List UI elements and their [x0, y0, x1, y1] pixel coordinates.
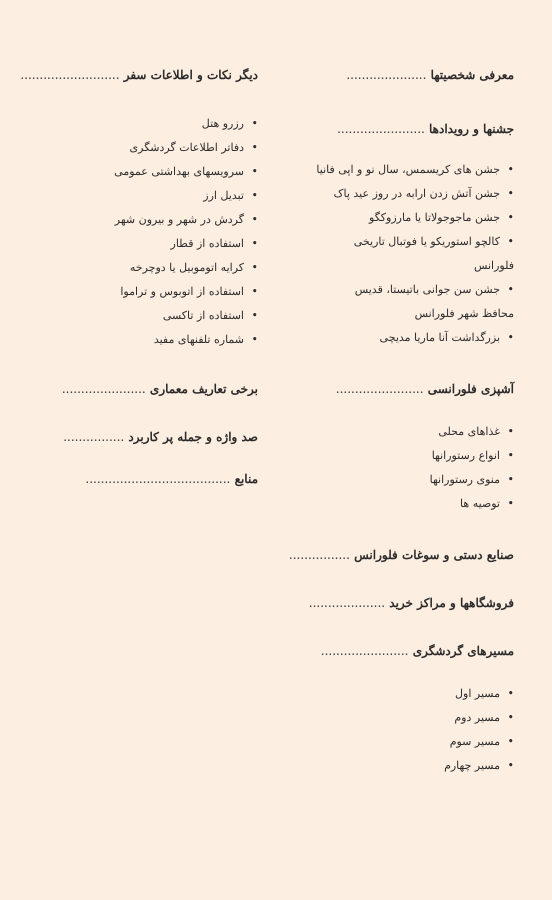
events-dots: .......................: [337, 122, 425, 136]
list-item: • کالچو استوریکو یا فوتبال تاریخی: [252, 230, 514, 254]
travel-title: دیگر نکات و اطلاعات سفر: [123, 68, 258, 82]
phrases-title: صد واژه و جمله پر کاربرد: [128, 430, 258, 444]
architecture-title: برخی تعاریف معماری: [149, 382, 258, 396]
list-item: • تبدیل ارز: [40, 184, 258, 208]
list-item: • مسیر سوم: [252, 730, 514, 754]
list-item: • مسیر اول: [252, 682, 514, 706]
list-item: • دفاتر اطلاعات گردشگری: [40, 136, 258, 160]
shops-dots: ....................: [308, 596, 386, 610]
cuisine-dots: .......................: [335, 382, 424, 396]
routes-dots: .......................: [320, 644, 409, 658]
list-item: • مسیر دوم: [252, 706, 514, 730]
cuisine-heading: [252, 380, 514, 398]
list-item: • استفاده از اتوبوس و تراموا: [40, 280, 258, 304]
travel-list: [40, 112, 258, 352]
list-item: • جشن های کریسمس، سال نو و اپی فانیا: [252, 158, 514, 182]
crafts-heading: [252, 546, 514, 564]
list-item: • مسیر چهارم: [252, 754, 514, 778]
sources-dots: ......................................: [85, 472, 231, 486]
sources-heading: [40, 470, 258, 488]
characters-heading: [252, 66, 514, 84]
list-item: • کرایه اتوموبیل یا دوچرخه: [40, 256, 258, 280]
characters-title: معرفی شخصیتها: [430, 68, 514, 82]
phrases-heading: [40, 428, 258, 446]
cuisine-title: آشپزی فلورانسی: [427, 382, 514, 396]
characters-dots: .....................: [346, 68, 427, 82]
list-item: • استفاده از تاکسی: [40, 304, 258, 328]
list-item: • غذاهای محلی: [252, 420, 514, 444]
list-item: • رزرو هتل: [40, 112, 258, 136]
right-column: [252, 66, 514, 778]
routes-heading: [252, 642, 514, 660]
phrases-dots: ................: [63, 430, 125, 444]
list-item: • منوی رستورانها: [252, 468, 514, 492]
routes-title: مسیرهای گردشگری: [412, 644, 514, 658]
list-item: • شماره تلفنهای مفید: [40, 328, 258, 352]
travel-dots: ..........................: [20, 68, 120, 82]
travel-heading: [20, 66, 258, 84]
list-item: • جشن آتش زدن ارابه در روز عید پاک: [252, 182, 514, 206]
list-item: • انواع رستورانها: [252, 444, 514, 468]
list-item: • توصیه ها: [252, 492, 514, 516]
list-item-continuation: محافظ شهر فلورانس: [414, 307, 514, 320]
crafts-title: صنایع دستی و سوغات فلورانس: [354, 548, 514, 562]
list-item: • جشن سن جوانی باتیستا، قدیس: [252, 278, 514, 302]
routes-list: [252, 682, 514, 778]
sources-title: منابع: [234, 472, 258, 486]
shops-heading: [252, 594, 514, 612]
left-column: [20, 66, 258, 488]
crafts-dots: ................: [288, 548, 350, 562]
events-heading: [252, 120, 514, 138]
list-item: • سرویسهای بهداشتی عمومی: [40, 160, 258, 184]
architecture-heading: [40, 380, 258, 398]
events-list: [252, 158, 514, 350]
list-item: • استفاده از قطار: [40, 232, 258, 256]
events-title: جشنها و رویدادها: [429, 122, 514, 136]
list-item: • بزرگداشت آنا ماریا مدیچی: [252, 326, 514, 350]
architecture-dots: ......................: [61, 382, 146, 396]
shops-title: فروشگاهها و مراکز خرید: [389, 596, 514, 610]
list-item: • گردش در شهر و بیرون شهر: [40, 208, 258, 232]
list-item-continuation: فلورانس: [473, 259, 514, 272]
cuisine-list: [252, 420, 514, 516]
list-item: • جشن ماجوجولاتا یا مارزوکگو: [252, 206, 514, 230]
